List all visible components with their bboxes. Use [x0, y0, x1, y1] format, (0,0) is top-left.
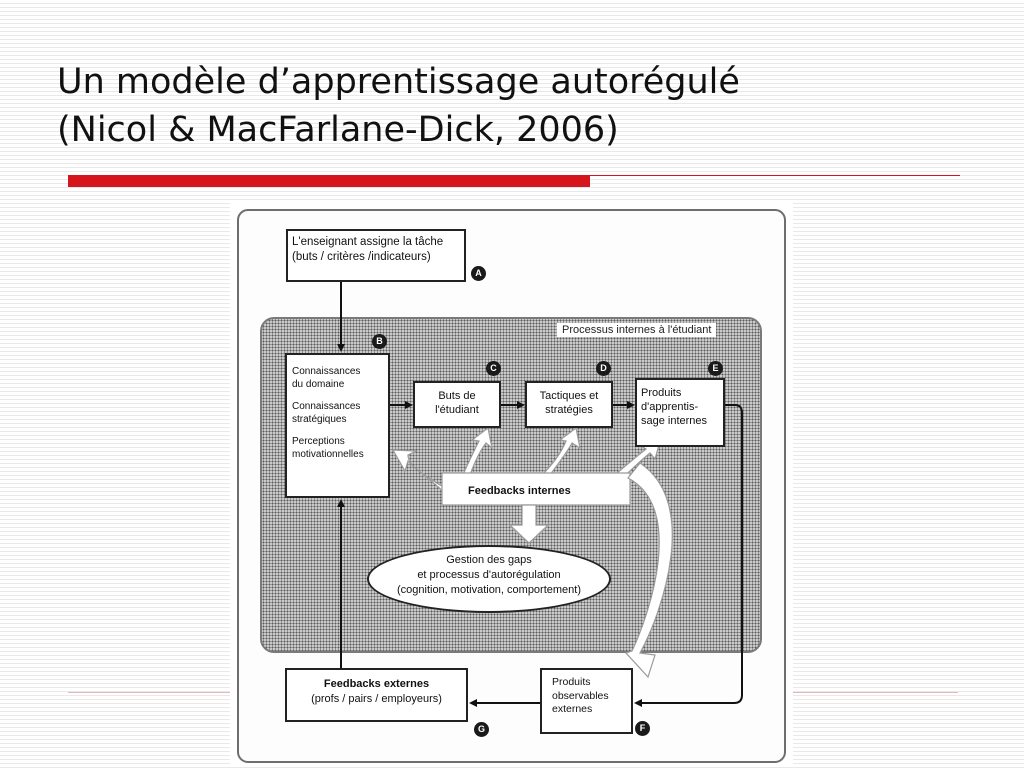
tactics-box: Tactiques et stratégies: [525, 381, 613, 428]
feedback-arrow-to-goals: [463, 428, 492, 475]
badge-c: C: [486, 361, 501, 376]
teacher-task-box: L'enseignant assigne la tâche (buts / critères /indicateurs): [286, 229, 466, 282]
badge-b: B: [372, 334, 387, 349]
external-products-box: Produits observables externes: [540, 668, 633, 734]
internal-feedback-label: Feedbacks internes: [468, 485, 571, 497]
internal-products-box: Produits d'apprentis- sage internes: [635, 378, 725, 447]
self-regulation-diagram: [230, 203, 793, 765]
external-feedback-box: Feedbacks externes (profs / pairs / employeurs): [285, 668, 468, 722]
badge-g: G: [474, 722, 489, 737]
slide-title-line1: Un modèle d’apprentissage autorégulé: [57, 62, 740, 102]
feedback-arrow-to-gaps: [510, 505, 548, 543]
title-accent-bar: [68, 175, 590, 187]
student-goals-box: Buts de l'étudiant: [413, 381, 501, 428]
badge-e: E: [708, 361, 723, 376]
slide-title-line2: (Nicol & MacFarlane-Dick, 2006): [57, 110, 619, 150]
feedback-arrow-to-tactics: [542, 428, 580, 475]
badge-f: F: [635, 721, 650, 736]
feedback-arrow-to-knowledge: [393, 450, 445, 493]
slide-title: [57, 58, 957, 154]
badge-d: D: [596, 361, 611, 376]
title-accent-line: [590, 175, 960, 176]
gap-management-ellipse: Gestion des gaps et processus d'autorégulation (cognition, motivation, comportement): [367, 545, 611, 613]
badge-a: A: [471, 266, 486, 281]
knowledge-box: Connaissances du domaine Connaissances stratégiques Perceptions motivationnelles: [285, 353, 390, 498]
internal-processes-label: Processus internes à l'étudiant: [557, 323, 716, 337]
feedback-arrow-to-external: [626, 463, 672, 677]
